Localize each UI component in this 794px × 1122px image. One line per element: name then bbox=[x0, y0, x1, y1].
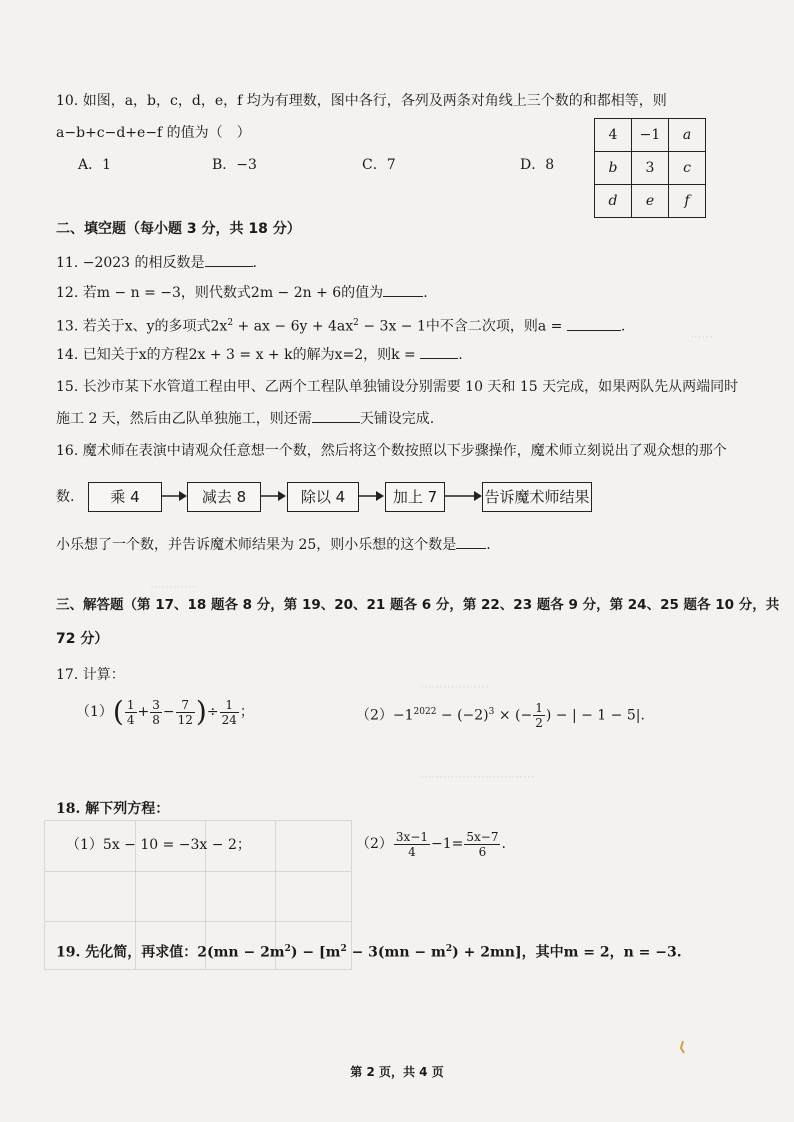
fraction-num: 1 bbox=[535, 701, 543, 716]
q15-line2 bbox=[56, 410, 434, 428]
grid-cell: e bbox=[632, 185, 669, 218]
flow-step-4: 加上 7 bbox=[385, 482, 445, 512]
fraction-den: 24 bbox=[221, 712, 237, 727]
q17-label: 17. 计算： bbox=[56, 667, 125, 683]
fraction-den: 4 bbox=[126, 712, 135, 727]
page-footer: 第 2 页，共 4 页 bbox=[350, 1065, 444, 1079]
q19-end: ) + 2mn]，其中m = 2，n = −3. bbox=[452, 944, 682, 961]
grid-cell: a bbox=[669, 119, 706, 152]
q17-exp: 2022 bbox=[413, 707, 437, 717]
q18-part1: （1）5x − 10 = −3x − 2； bbox=[66, 837, 251, 853]
q16-end: . bbox=[486, 537, 491, 553]
q13-exp: 2 bbox=[353, 318, 359, 328]
bleed-text: ············ bbox=[150, 580, 196, 594]
fraction-den: 8 bbox=[152, 712, 160, 727]
answer-blank bbox=[567, 318, 621, 331]
q13-text: 13. 若关于x、y的多项式2x bbox=[56, 318, 228, 335]
fraction-num: 1 bbox=[220, 698, 239, 713]
q11 bbox=[56, 254, 257, 272]
q10-option-a: A．1 bbox=[78, 157, 112, 173]
q10-line1: 10. 如图，a，b，c，d，e，f 均为有理数，图中各行，各列及两条对角线上三个数的和都相等，则 bbox=[56, 93, 667, 109]
q15-line1: 15. 长沙市某下水管道工程由甲、乙两个工程队单独铺设分别需要 10 天和 15 天完成，如果两队先从两端同时 bbox=[56, 379, 739, 395]
fraction-num: 3 bbox=[152, 697, 160, 712]
fraction-den: 6 bbox=[478, 844, 487, 859]
stray-mark-icon bbox=[678, 1040, 688, 1054]
fraction bbox=[150, 698, 162, 727]
q14-end: . bbox=[458, 347, 463, 363]
fraction-den: 2 bbox=[535, 716, 543, 731]
q17-p2-mid2: × (− bbox=[494, 707, 533, 724]
fraction-num: 1 bbox=[126, 697, 135, 712]
q10-option-c: C．7 bbox=[362, 157, 396, 173]
q17-exp: 3 bbox=[488, 707, 495, 717]
q19-exp: 2 bbox=[445, 944, 453, 954]
fraction bbox=[125, 698, 137, 727]
grid-cell: c bbox=[669, 152, 706, 185]
flow-step-1: 乘 4 bbox=[88, 482, 162, 512]
q16-text: 小乐想了一个数，并告诉魔术师结果为 25，则小乐想的这个数是 bbox=[56, 537, 457, 553]
section2-title: 二、填空题（每小题 3 分，共 18 分） bbox=[56, 221, 301, 237]
q19-exp: 2 bbox=[340, 944, 347, 954]
q16-line3 bbox=[56, 536, 491, 554]
q13-end: . bbox=[620, 318, 626, 335]
paren-left: ( bbox=[112, 695, 124, 728]
answer-blank bbox=[205, 254, 253, 267]
q17-p1-end: ； bbox=[239, 704, 254, 720]
q18-p2-mid: −1= bbox=[431, 836, 464, 852]
q13-text-mid: + ax − 6y + 4ax bbox=[233, 318, 354, 335]
q18-label: 18. 解下列方程： bbox=[56, 801, 170, 817]
q10-option-b: B．−3 bbox=[212, 157, 257, 173]
q19-exp: 2 bbox=[284, 944, 291, 954]
flow-arrow-icon bbox=[161, 489, 187, 503]
q17-part1: （1）( $\frac{1}{4}$ + $\frac{3}{8}$ − $\frac{7}{12}$ )÷ $\frac{1}{24}$ ； bbox=[76, 695, 254, 728]
fraction-num: 7 bbox=[176, 698, 195, 713]
q16-line1: 16. 魔术师在表演中请观众任意想一个数，然后将这个数按照以下步骤操作，魔术师立刻说出了观众想的那个 bbox=[56, 443, 727, 459]
q15-end: 天铺设完成. bbox=[359, 411, 435, 427]
q14-text: 14. 已知关于x的方程2x + 3 = x + k的解为x=2，则k = bbox=[56, 347, 421, 363]
q17-p2-text: （2）−1 bbox=[356, 707, 414, 724]
fraction-num: 3x−1 bbox=[395, 829, 429, 844]
q15-text: 施工 2 天，然后由乙队单独施工，则还需 bbox=[56, 411, 312, 427]
q12-text: 12. 若m − n = −3，则代数式2m − 2n + 6的值为 bbox=[56, 285, 384, 301]
flow-arrow-icon bbox=[260, 489, 286, 503]
fraction-den: 12 bbox=[177, 712, 193, 727]
grid-cell: f bbox=[669, 185, 706, 218]
answer-blank bbox=[420, 346, 458, 359]
q19-mid2: − 3(mn − m bbox=[346, 944, 446, 961]
q10-option-d: D．8 bbox=[520, 157, 555, 173]
paren-right: ) bbox=[195, 695, 207, 728]
fraction-den: 4 bbox=[408, 844, 416, 859]
section3-title-cont: 72 分） bbox=[56, 631, 109, 647]
q18-p2-end: . bbox=[501, 836, 506, 852]
fraction bbox=[533, 701, 545, 730]
grid-cell: 4 bbox=[595, 119, 632, 152]
q14 bbox=[56, 346, 463, 364]
q19-mid: ) − [m bbox=[290, 944, 341, 961]
q13-text-mid2: − 3x − 1中不含二次项，则a = bbox=[358, 318, 567, 335]
q11-text: 11. −2023 的相反数是 bbox=[56, 255, 205, 271]
fraction bbox=[220, 698, 239, 727]
answer-blank bbox=[383, 284, 423, 297]
q16-lead: 数. bbox=[56, 489, 75, 505]
q19 bbox=[56, 940, 682, 962]
q19-text: 19. 先化简，再求值：2(mn − 2m bbox=[56, 944, 285, 961]
answer-blank bbox=[312, 410, 360, 423]
q17-p2-mid: − (−2) bbox=[436, 707, 489, 724]
grid-cell: 3 bbox=[632, 152, 669, 185]
flow-step-3: 除以 4 bbox=[287, 482, 359, 512]
fraction-num: 5x−7 bbox=[466, 829, 499, 844]
flow-arrow-icon bbox=[358, 489, 384, 503]
q13-exp: 2 bbox=[227, 318, 234, 328]
q12 bbox=[56, 284, 428, 302]
bleed-text: ······ bbox=[690, 330, 713, 344]
fraction bbox=[394, 830, 430, 859]
fraction bbox=[176, 698, 195, 727]
q17-part2 bbox=[356, 694, 645, 734]
q13 bbox=[56, 314, 625, 336]
grid-cell: −1 bbox=[632, 119, 669, 152]
answer-blank bbox=[456, 536, 486, 549]
grid-cell: d bbox=[595, 185, 632, 218]
q10-line2: a−b+c−d+e−f 的值为（ ） bbox=[56, 125, 251, 141]
flow-step-5: 告诉魔术师结果 bbox=[482, 482, 592, 512]
grid-cell: b bbox=[595, 152, 632, 185]
bleed-text: ·················· bbox=[420, 680, 489, 694]
q17-p2-end: ) − | − 1 − 5|. bbox=[545, 707, 645, 724]
section3-title: 三、解答题（第 17、18 题各 8 分，第 19、20、21 题各 6 分，第 22、23 题各 9 分，第 24、25 题各 10 分，共 bbox=[56, 597, 780, 613]
flow-step-2: 减去 8 bbox=[187, 482, 261, 512]
q12-end: . bbox=[423, 285, 428, 301]
q18-p2-label: （2） bbox=[356, 836, 393, 852]
q17-p1-label: （1） bbox=[76, 704, 113, 720]
flow-arrow-icon bbox=[444, 489, 482, 503]
bleed-text: ······························ bbox=[420, 770, 535, 784]
divide-sign: ÷ bbox=[206, 704, 219, 720]
q11-end: . bbox=[252, 255, 257, 271]
magic-square-grid bbox=[594, 118, 706, 218]
fraction bbox=[464, 830, 500, 859]
q18-part2 bbox=[356, 826, 506, 866]
